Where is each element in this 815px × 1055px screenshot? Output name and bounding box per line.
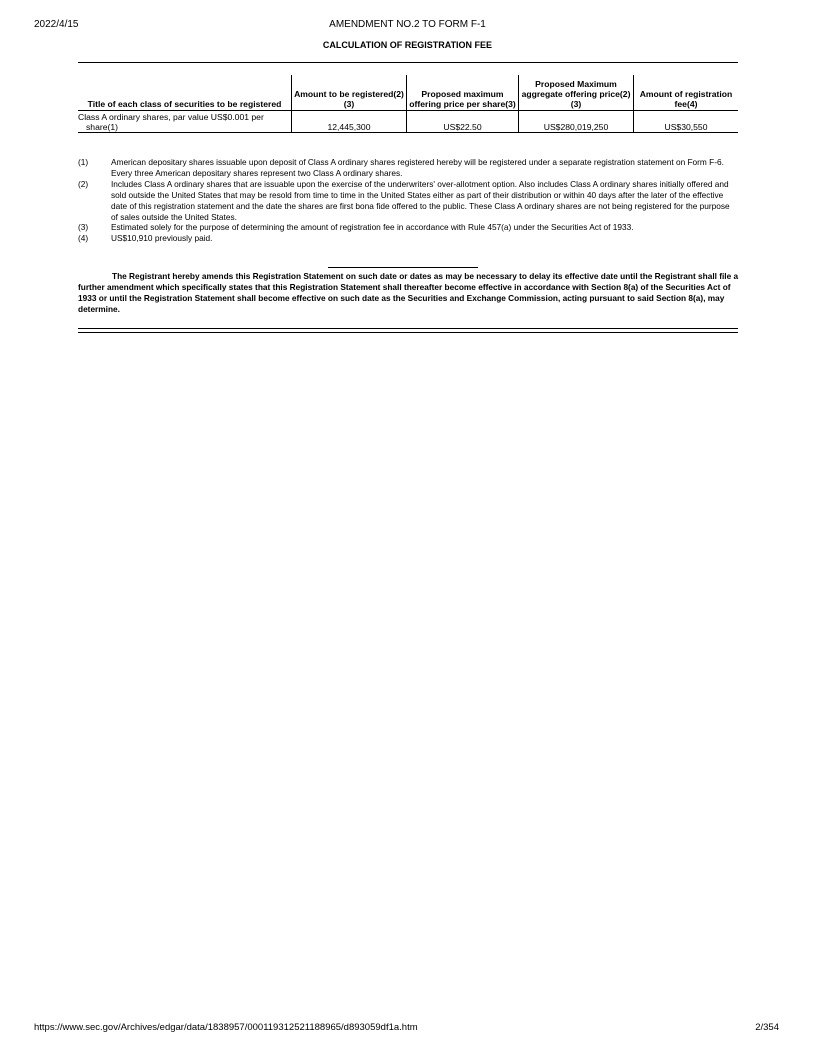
footnote-number: (1) xyxy=(78,157,89,167)
footnote-2 xyxy=(78,179,738,223)
print-date: 2022/4/15 xyxy=(34,19,79,30)
column-header-amount: Amount to be registered(2)(3) xyxy=(292,75,407,111)
double-rule-top xyxy=(78,328,738,329)
footnote-1 xyxy=(78,157,738,179)
footer-url: https://www.sec.gov/Archives/edgar/data/1838957/000119312521188965/d893059df1a.htm xyxy=(34,1022,418,1033)
cell-security-title-line2: share(1) xyxy=(86,122,118,132)
footnote-4 xyxy=(78,233,738,244)
double-rule-bottom xyxy=(78,332,738,333)
column-header-registration-fee: Amount of registration fee(4) xyxy=(634,75,739,111)
page-number: 2/354 xyxy=(755,1022,779,1033)
cell-security-title-line1: Class A ordinary shares, par value US$0.001 per xyxy=(78,112,264,122)
cell-registration-fee: US$30,550 xyxy=(634,111,739,133)
cell-price-per-share: US$22.50 xyxy=(407,111,519,133)
table-header-row xyxy=(78,75,738,111)
column-header-price-per-share: Proposed maximum offering price per share(3) xyxy=(407,75,519,111)
footnotes xyxy=(78,157,738,244)
footnote-text: US$10,910 previously paid. xyxy=(111,233,213,244)
footnote-number: (2) xyxy=(78,178,89,189)
footnote-text: Includes Class A ordinary shares that are issuable upon the exercise of the underwriters' over-allotment option. Also includes Class A ordinary shares initially offered and sold outside the United States that may be resold from time to time in the United States either as part of their distribution or within 40 days after the later of the effective date of this registration statement and the date the shares are first bona fide offered to the public. These Class A ordinary shares are not being registered for the purpose of sales outside the United States. xyxy=(111,178,730,222)
footnote-text: Estimated solely for the purpose of determining the amount of registration fee in accordance with Rule 457(a) under the Securities Act of 1933. xyxy=(111,222,634,233)
table-top-rule xyxy=(78,62,738,63)
page-header-title: AMENDMENT NO.2 TO FORM F-1 xyxy=(329,19,486,30)
document-title: CALCULATION OF REGISTRATION FEE xyxy=(322,40,493,50)
delaying-amendment-legend: The Registrant hereby amends this Registration Statement on such date or dates as may be necessary to delay its effective date until the Registrant shall file a further amendment which specifically states that this Registration Statement shall thereafter become effective in accordance with Section 8(a) of the Securities Act of 1933 or until the Registration Statement shall become effective on such date as the Securities and Exchange Commission, acting pursuant to said Section 8(a), may determine. xyxy=(78,271,739,314)
footnote-text: American depositary shares issuable upon deposit of Class A ordinary shares registered hereby will be registered under a separate registration statement on Form F-6. Every three American depositary shares represent two Class A ordinary shares. xyxy=(111,157,724,178)
cell-amount: 12,445,300 xyxy=(292,111,407,133)
registration-fee-table xyxy=(78,75,738,133)
column-header-aggregate-price: Proposed Maximum aggregate offering price(2)(3) xyxy=(519,75,634,111)
footnote-number: (3) xyxy=(78,222,89,233)
footnote-3 xyxy=(78,222,738,233)
footnote-number: (4) xyxy=(78,233,89,244)
column-header-title: Title of each class of securities to be registered xyxy=(78,75,292,111)
cell-aggregate-price: US$280,019,250 xyxy=(519,111,634,133)
section-divider xyxy=(328,267,478,268)
cell-security-title xyxy=(78,111,292,133)
table-row xyxy=(78,111,738,133)
